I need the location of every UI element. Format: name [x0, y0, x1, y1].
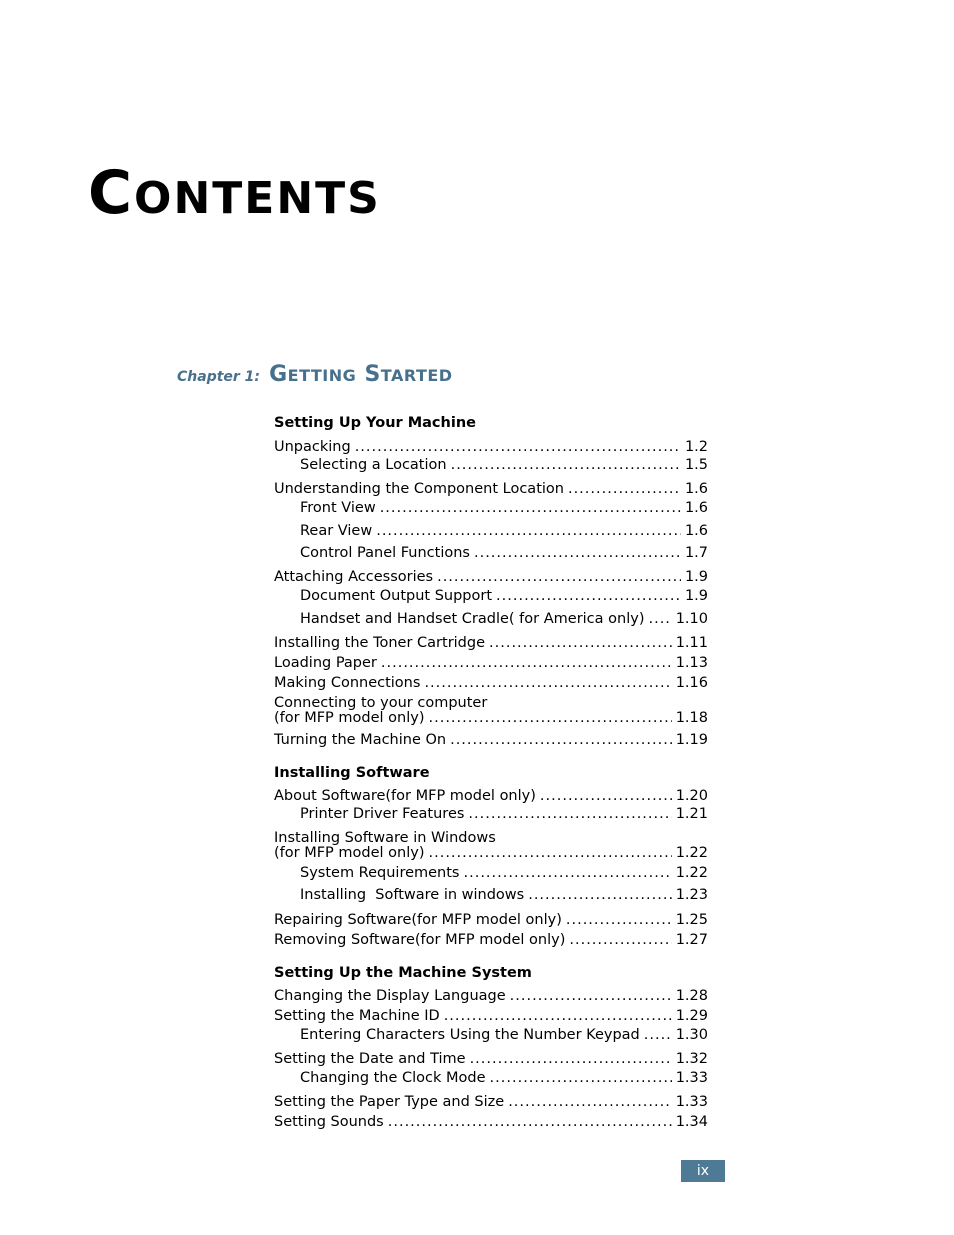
toc-entry-page: 1.29 [675, 1008, 708, 1024]
leader-dots [437, 568, 681, 586]
leader-dots [566, 911, 672, 929]
toc-entry[interactable] [274, 1093, 708, 1111]
leader-dots [388, 1113, 672, 1131]
leader-dots [429, 846, 672, 861]
toc-entry-text: Loading Paper [274, 655, 377, 671]
leader-dots [508, 1093, 672, 1111]
toc-entry-text: Removing Software(for MFP model only) [274, 932, 566, 948]
toc-entry-page: 1.13 [675, 655, 708, 671]
toc-subentry[interactable] [300, 499, 708, 517]
chapter-heading [177, 362, 453, 387]
toc-entry-text: Printer Driver Features [300, 806, 465, 822]
toc-entry-page: 1.33 [675, 1094, 708, 1110]
toc-entry[interactable] [274, 1007, 708, 1025]
leader-dots [464, 864, 672, 882]
toc-entry-text: System Requirements [300, 865, 460, 881]
toc-entry-page: 1.5 [684, 457, 708, 473]
toc-entry[interactable] [274, 731, 708, 749]
leader-dots [568, 480, 681, 498]
toc-entry-page: 1.20 [675, 788, 708, 804]
toc-entry[interactable] [274, 931, 708, 949]
toc-entry[interactable] [274, 654, 708, 672]
toc-entry-text-line2: (for MFP model only) [274, 710, 425, 726]
toc-subentry[interactable] [300, 864, 708, 882]
toc-subentry[interactable] [300, 456, 708, 474]
leader-dots [424, 674, 671, 692]
leader-dots [489, 634, 672, 652]
toc-entry-text: Turning the Machine On [274, 732, 447, 748]
leader-dots [496, 587, 681, 605]
toc-entry-text: Rear View [300, 523, 373, 539]
leader-dots [429, 711, 672, 726]
leader-dots [540, 787, 672, 805]
toc-entry-text: Installing Software in Windows [274, 830, 496, 846]
toc-entry-page: 1.2 [684, 439, 708, 455]
toc-entry-text: Entering Characters Using the Number Keypad [300, 1027, 640, 1043]
toc-entry-page: 1.6 [684, 500, 708, 516]
leader-dots [490, 1069, 672, 1087]
toc-entry-text: Setting Sounds [274, 1114, 384, 1130]
toc-entry-page: 1.6 [684, 523, 708, 539]
leader-dots [451, 456, 681, 474]
toc-entry-page: 1.18 [675, 710, 708, 726]
toc-entry-text: Selecting a Location [300, 457, 447, 473]
page-number-badge: ix [681, 1160, 725, 1182]
toc-subentry[interactable] [300, 610, 708, 628]
leader-dots [376, 522, 681, 540]
title-rest: ONTENTS [134, 173, 381, 224]
leader-dots [474, 544, 681, 562]
leader-dots [648, 610, 671, 628]
toc-entry-page: 1.33 [675, 1070, 708, 1086]
toc-entry-text: Setting the Paper Type and Size [274, 1094, 505, 1110]
toc-entry-page: 1.23 [675, 887, 708, 903]
toc-entry-text-line2: (for MFP model only) [274, 845, 425, 861]
leader-dots [468, 805, 671, 823]
toc-entry-page: 1.16 [675, 675, 708, 691]
toc-entry-text: Document Output Support [300, 588, 493, 604]
toc-entry[interactable] [274, 1050, 708, 1068]
toc-entry-page: 1.11 [675, 635, 708, 651]
toc-entry-text: Handset and Handset Cradle( for America only) [300, 611, 645, 627]
leader-dots [510, 987, 672, 1005]
toc-subentry[interactable] [300, 522, 708, 540]
toc-entry-text: Making Connections [274, 675, 421, 691]
toc-subentry[interactable] [300, 544, 708, 562]
leader-dots [381, 654, 672, 672]
toc-entry[interactable] [274, 787, 708, 805]
toc-entry-page: 1.34 [675, 1114, 708, 1130]
toc-entry[interactable] [274, 480, 708, 498]
toc-entry-text: Changing the Clock Mode [300, 1070, 486, 1086]
toc-subentry[interactable] [300, 1026, 708, 1044]
toc-entry[interactable] [274, 696, 708, 726]
toc-entry-text: Control Panel Functions [300, 545, 470, 561]
toc-entry-page: 1.21 [675, 806, 708, 822]
toc-entry-page: 1.6 [684, 481, 708, 497]
toc-entry-text: About Software(for MFP model only) [274, 788, 536, 804]
leader-dots [569, 931, 671, 949]
toc-entry-text: Connecting to your computer [274, 695, 488, 711]
toc-entry-text: Setting the Date and Time [274, 1051, 466, 1067]
leader-dots [355, 438, 681, 456]
toc-entry-page: 1.9 [684, 569, 708, 585]
toc-entry-page: 1.7 [684, 545, 708, 561]
leader-dots [380, 499, 681, 517]
toc-entry-page: 1.28 [675, 988, 708, 1004]
chapter-title: GETTING STARTED [269, 362, 453, 387]
toc-entry-text: Unpacking [274, 439, 351, 455]
toc-subentry[interactable] [300, 805, 708, 823]
page-title [88, 158, 381, 234]
toc-entry[interactable] [274, 568, 708, 586]
toc-entry[interactable] [274, 987, 708, 1005]
toc-entry-text: Setting the Machine ID [274, 1008, 440, 1024]
toc-entry-page: 1.19 [675, 732, 708, 748]
toc-entry-text: Repairing Software(for MFP model only) [274, 912, 562, 928]
toc-entry-page: 1.22 [675, 845, 708, 861]
toc-entry[interactable] [274, 1113, 708, 1131]
toc-entry-text: Installing the Toner Cartridge [274, 635, 486, 651]
toc-entry-page: 1.10 [675, 611, 708, 627]
toc-entry-page: 1.30 [675, 1027, 708, 1043]
title-initial: C [88, 158, 135, 228]
toc-entry[interactable] [274, 911, 708, 929]
chapter-label: Chapter 1: [177, 369, 261, 385]
section-heading: Setting Up Your Machine [274, 415, 476, 431]
leader-dots [450, 731, 672, 749]
leader-dots [528, 886, 671, 904]
leader-dots [470, 1050, 672, 1068]
toc-entry[interactable] [274, 831, 708, 861]
toc-entry[interactable] [274, 674, 708, 692]
toc-entry-page: 1.9 [684, 588, 708, 604]
toc-entry-page: 1.32 [675, 1051, 708, 1067]
toc-subentry[interactable] [300, 1069, 708, 1087]
toc-entry[interactable] [274, 634, 708, 652]
toc-entry-page: 1.22 [675, 865, 708, 881]
toc-entry-page: 1.27 [675, 932, 708, 948]
toc-entry[interactable] [274, 438, 708, 456]
toc-entry-text: Attaching Accessories [274, 569, 434, 585]
toc-entry-text: Changing the Display Language [274, 988, 506, 1004]
toc-subentry[interactable] [300, 886, 708, 904]
toc-subentry[interactable] [300, 587, 708, 605]
section-heading: Installing Software [274, 765, 430, 781]
section-heading: Setting Up the Machine System [274, 965, 532, 981]
toc-entry-text: Front View [300, 500, 376, 516]
toc-entry-text: Installing Software in windows [300, 887, 525, 903]
toc-entry-page: 1.25 [675, 912, 708, 928]
leader-dots [644, 1026, 672, 1044]
toc-entry-text: Understanding the Component Location [274, 481, 564, 497]
leader-dots [444, 1007, 672, 1025]
